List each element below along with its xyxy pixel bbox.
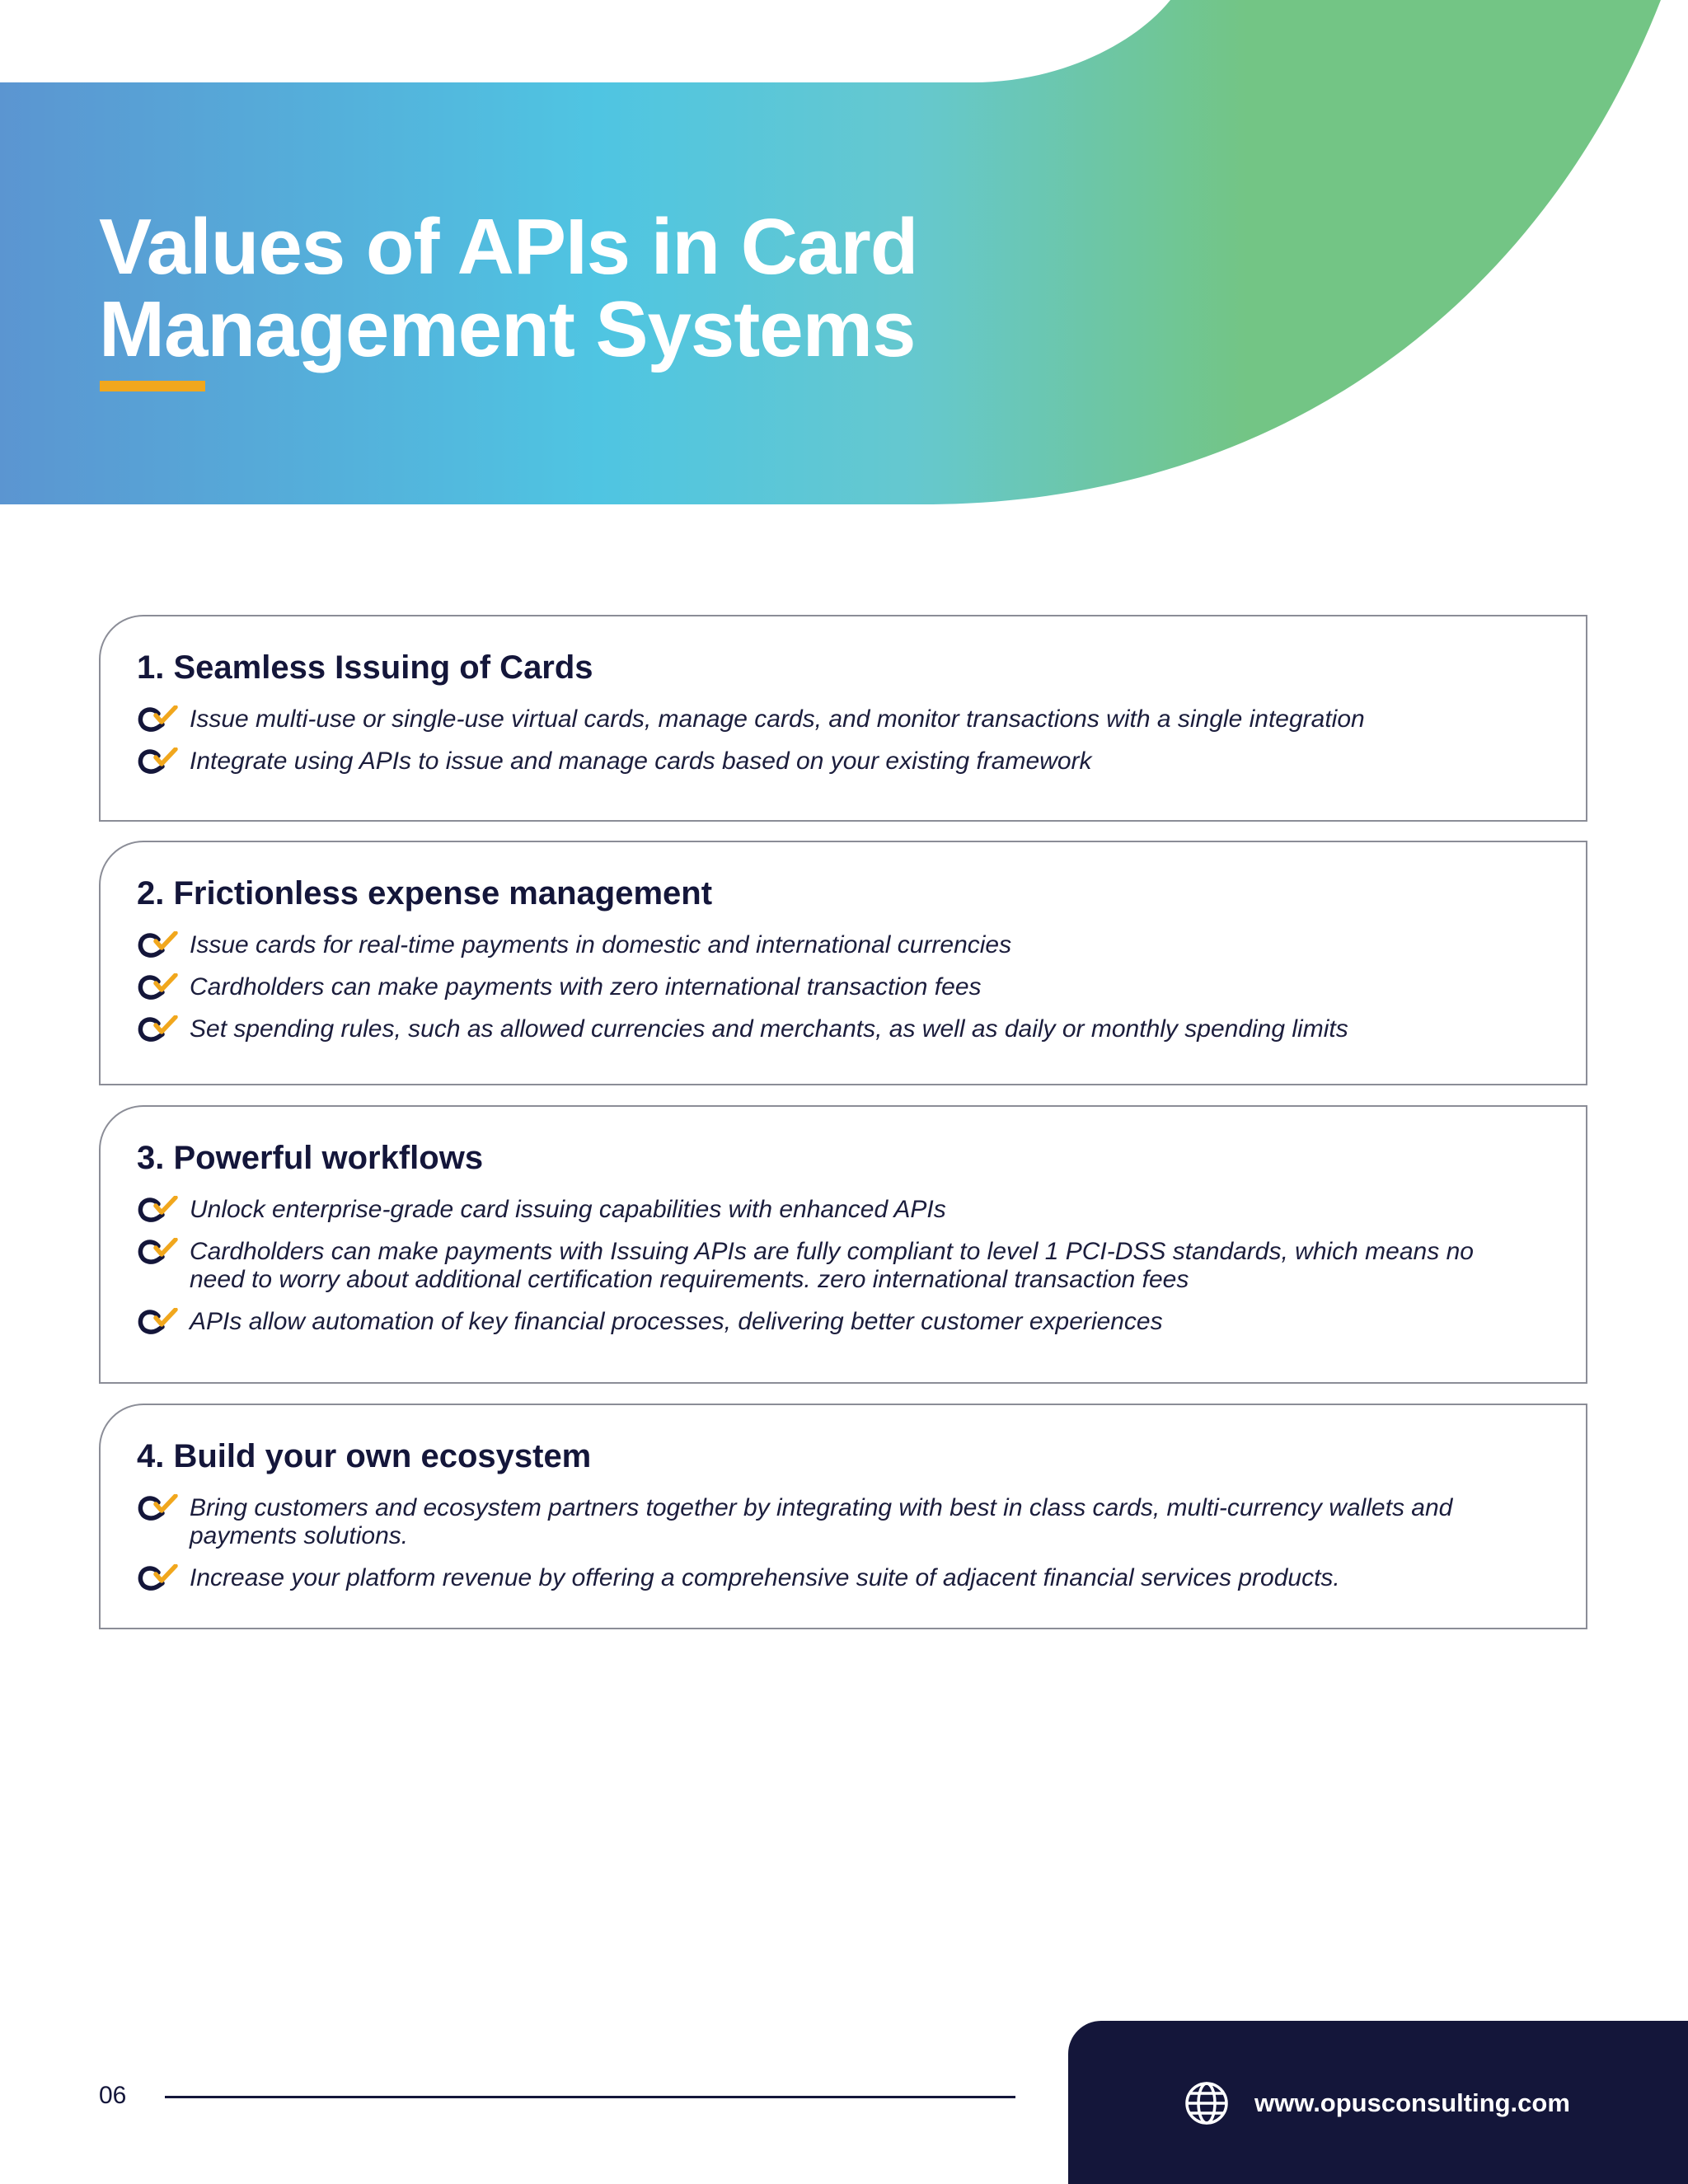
section-card-expense-management — [99, 841, 1587, 1085]
page-number: 06 — [99, 2082, 127, 2109]
check-icon — [137, 1494, 180, 1524]
title-underline — [100, 381, 205, 391]
page-title — [99, 203, 918, 373]
website-link[interactable]: www.opusconsulting.com — [1254, 2088, 1570, 2117]
page-title-line-2: Management Systems — [99, 285, 916, 373]
check-icon — [137, 1015, 180, 1045]
list-item-text: Issue cards for real-time payments in domestic and international currencies — [190, 931, 1012, 958]
footer-divider — [165, 2096, 1015, 2098]
list-item — [137, 1494, 1550, 1550]
list-item — [137, 973, 1550, 1001]
footer-website-box — [1068, 2021, 1688, 2184]
check-icon — [137, 705, 180, 735]
page-title-line-1: Values of APIs in Card — [99, 203, 918, 291]
section-title: 1. Seamless Issuing of Cards — [137, 649, 593, 686]
list-item — [137, 1308, 1550, 1336]
section-title: 3. Powerful workflows — [137, 1140, 484, 1176]
check-icon — [137, 931, 180, 961]
list-item — [137, 931, 1550, 959]
check-icon — [137, 748, 180, 777]
section-title: 2. Frictionless expense management — [137, 875, 713, 912]
list-item — [137, 1196, 1550, 1224]
check-icon — [137, 973, 180, 1003]
list-item-text: Issue multi-use or single-use virtual cards, manage cards, and monitor transactions with a single integration — [190, 705, 1365, 733]
section-card-ecosystem — [99, 1404, 1587, 1629]
check-icon — [137, 1308, 180, 1338]
check-icon — [137, 1564, 180, 1594]
list-item-text: Cardholders can make payments with zero international transaction fees — [190, 973, 982, 1001]
section-card-seamless-issuing — [99, 615, 1587, 822]
list-item-text: Unlock enterprise-grade card issuing capabilities with enhanced APIs — [190, 1196, 946, 1223]
list-item-text: Set spending rules, such as allowed currencies and merchants, as well as daily or monthly spending limits — [190, 1015, 1348, 1043]
list-item — [137, 1564, 1550, 1592]
list-item-text: Bring customers and ecosystem partners together by integrating with best in class cards, multi-currency wallets and payments solutions. — [190, 1494, 1453, 1549]
list-item — [137, 1015, 1550, 1043]
list-item — [137, 705, 1550, 733]
section-title: 4. Build your own ecosystem — [137, 1438, 592, 1474]
section-card-powerful-workflows — [99, 1105, 1587, 1384]
globe-icon — [1184, 2080, 1230, 2126]
list-item-text: Increase your platform revenue by offering a comprehensive suite of adjacent financial services products. — [190, 1564, 1340, 1591]
list-item-text: APIs allow automation of key financial processes, delivering better customer experiences — [190, 1308, 1163, 1335]
list-item-text: Cardholders can make payments with Issuing APIs are fully compliant to level 1 PCI-DSS standards, which means no need to worry about additional certification requirements. zero international transaction fees — [190, 1238, 1474, 1293]
list-item — [137, 748, 1550, 776]
list-item — [137, 1238, 1550, 1294]
check-icon — [137, 1238, 180, 1268]
list-item-text: Integrate using APIs to issue and manage cards based on your existing framework — [190, 748, 1092, 775]
check-icon — [137, 1196, 180, 1226]
